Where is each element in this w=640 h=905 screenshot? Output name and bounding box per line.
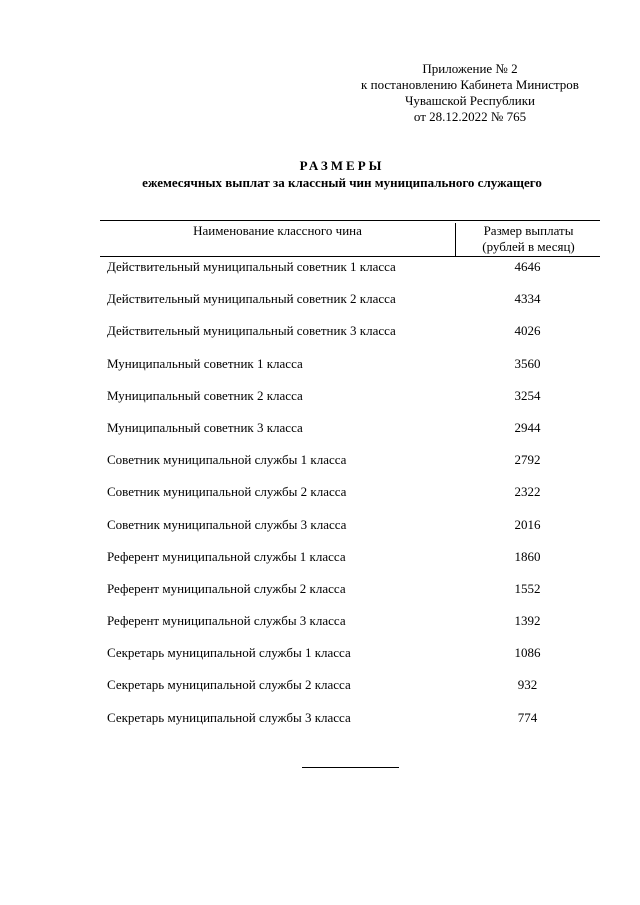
footer-divider [302, 767, 399, 768]
rank-name-cell: Муниципальный советник 2 класса [107, 387, 303, 403]
rank-name-cell: Секретарь муниципальной службы 3 класса [107, 709, 351, 725]
appendix-number: Приложение № 2 [422, 61, 518, 76]
rank-name-cell: Советник муниципальной службы 2 класса [107, 484, 347, 500]
table-header [100, 220, 600, 257]
payment-amount-cell: 4334 [514, 291, 541, 307]
document-title: РАЗМЕРЫ [299, 158, 385, 173]
rank-name-cell: Референт муниципальной службы 2 класса [107, 580, 346, 596]
payment-amount-cell: 1552 [514, 580, 541, 596]
rank-name-cell: Муниципальный советник 3 класса [107, 419, 303, 435]
payment-amount-cell: 2322 [514, 484, 541, 500]
payment-amount-cell: 4026 [514, 323, 541, 339]
header-rank-name: Наименование классного чина [193, 223, 362, 238]
payment-amount-cell: 1392 [514, 613, 541, 629]
rank-name-cell: Действительный муниципальный советник 1 класса [107, 259, 396, 274]
rank-name-cell: Советник муниципальной службы 1 класса [107, 452, 347, 468]
table-row [100, 354, 600, 386]
document-subtitle: ежемесячных выплат за классный чин муниципального служащего [142, 175, 542, 190]
rank-name-cell: Действительный муниципальный советник 3 класса [107, 323, 396, 339]
table-row [100, 386, 600, 418]
rank-name-cell: Действительный муниципальный советник 2 класса [107, 291, 396, 307]
table-row [100, 515, 600, 547]
republic-name: Чувашской Республики [404, 93, 536, 108]
payment-amount-cell: 1860 [514, 548, 541, 564]
payment-amount-cell: 1086 [514, 645, 541, 661]
payment-amount-cell: 2944 [514, 419, 541, 435]
table-row [100, 675, 600, 707]
rank-name-cell: Референт муниципальной службы 1 класса [107, 548, 346, 564]
table-row [100, 579, 600, 611]
payment-amount-cell: 3254 [514, 387, 541, 403]
payment-amount-cell: 4646 [514, 259, 541, 274]
table-row [100, 611, 600, 643]
payment-amount-cell: 2792 [514, 452, 541, 468]
rank-name-cell: Секретарь муниципальной службы 1 класса [107, 645, 351, 661]
appendix-header [340, 61, 600, 125]
table-row [100, 708, 600, 740]
header-payment-unit: (рублей в месяц) [482, 239, 575, 254]
table-row [100, 321, 600, 353]
table-row [100, 482, 600, 514]
table-body [100, 257, 600, 740]
payment-amount-cell: 774 [517, 709, 538, 725]
rank-name-cell: Советник муниципальной службы 3 класса [107, 516, 347, 532]
rank-name-cell: Муниципальный советник 1 класса [107, 355, 303, 371]
table-row [100, 643, 600, 675]
rank-name-cell: Секретарь муниципальной службы 2 класса [107, 677, 351, 693]
rank-name-cell: Референт муниципальной службы 3 класса [107, 613, 346, 629]
payment-amount-cell: 2016 [514, 516, 541, 532]
table-row [100, 418, 600, 450]
decree-reference: к постановлению Кабинета Министров [361, 77, 579, 92]
table-row [100, 257, 600, 289]
header-payment-label: Размер выплаты [483, 223, 574, 238]
header-payment-amount [455, 223, 601, 256]
payment-amount-cell: 3560 [514, 355, 541, 371]
table-row [100, 547, 600, 579]
decree-date-number: от 28.12.2022 № 765 [413, 109, 527, 124]
table-row [100, 450, 600, 482]
payment-amount-cell: 932 [517, 677, 538, 693]
payments-table [100, 220, 600, 740]
table-row [100, 289, 600, 321]
